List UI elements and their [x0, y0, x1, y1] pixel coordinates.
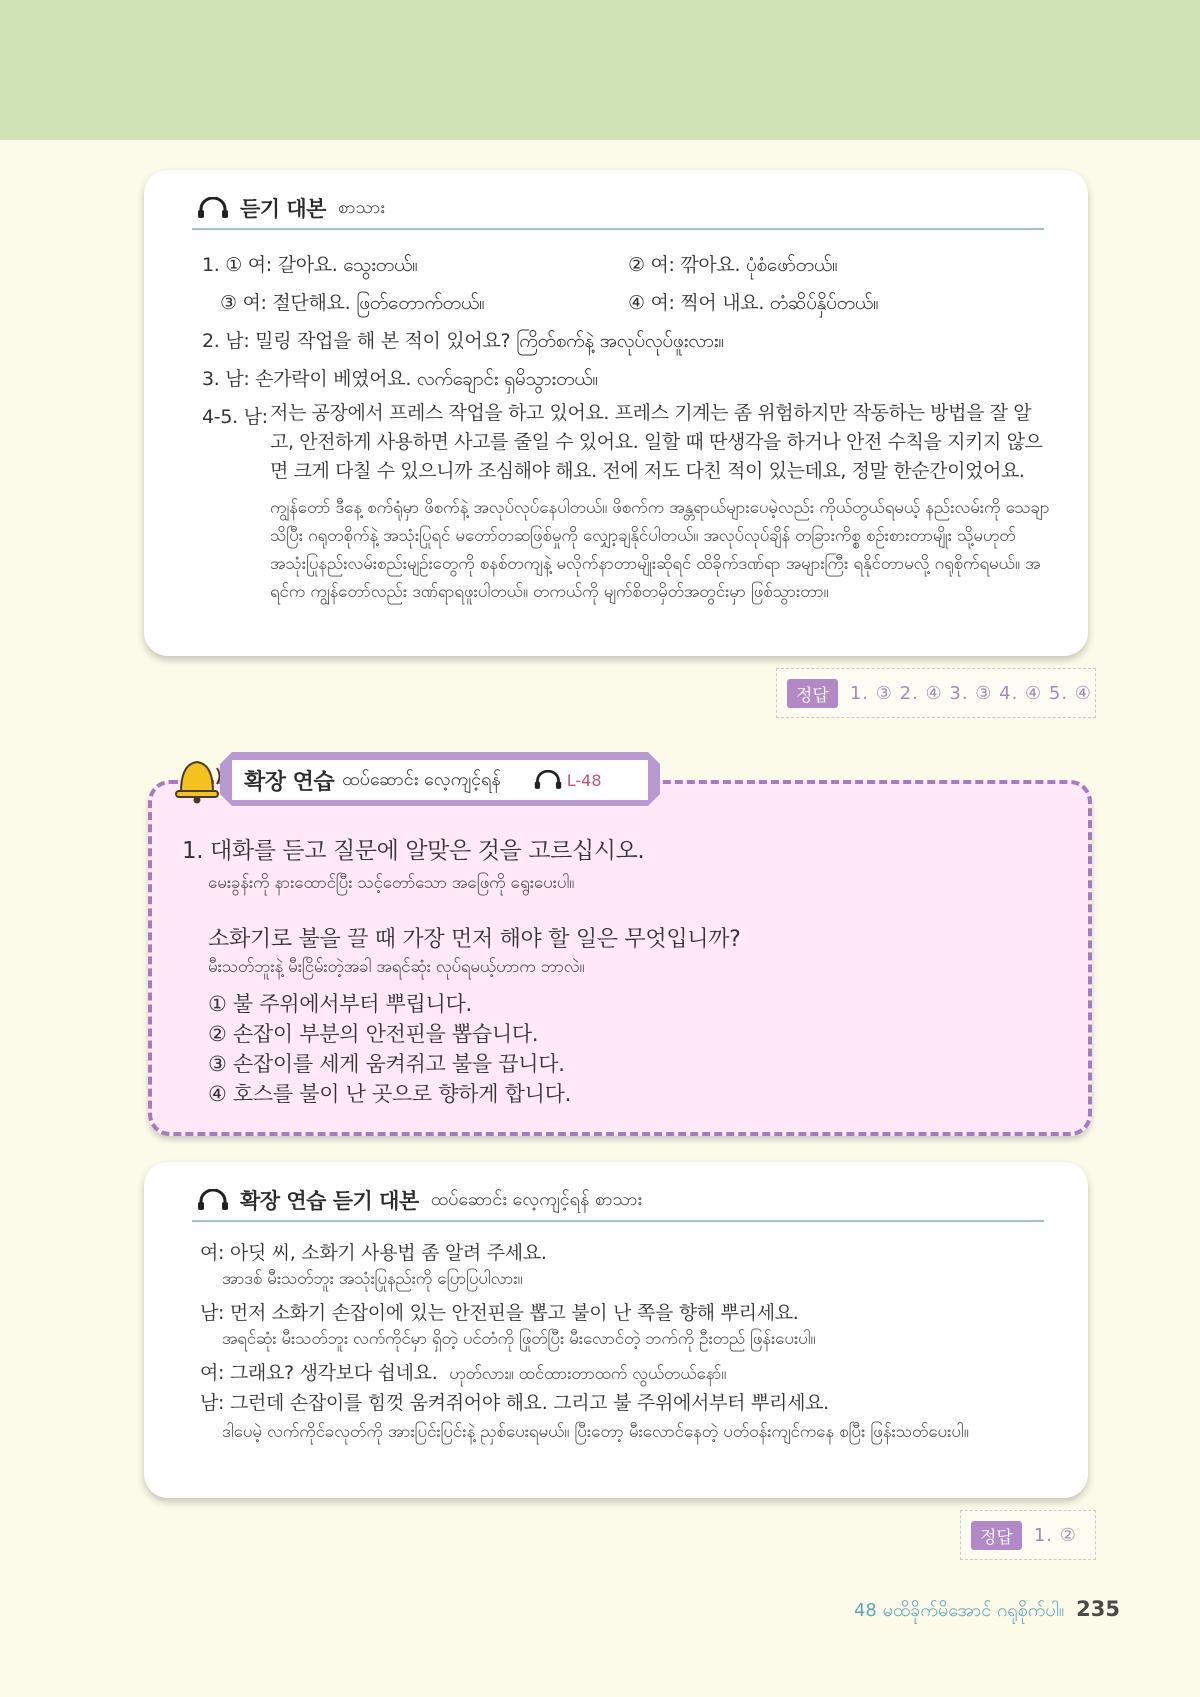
- audio-track-label[interactable]: L-48: [566, 770, 602, 790]
- q1-option-3: ③ 여: 절단해요. ဖြတ်တောက်တယ်။: [220, 292, 485, 314]
- dialogue-line-1-myanmar: အာဒစ် မီးသတ်ဘူး အသုံးပြုနည်းကို ပြောပြပါလား။: [222, 1269, 523, 1289]
- practice-box: [148, 780, 1092, 1136]
- answer-tag: 정답: [787, 679, 838, 708]
- script-title: 확장 연습 듣기 대본: [240, 1189, 419, 1213]
- q45-myanmar-text: ကျွန်တော် ဒီနေ့ စက်ရုံမှာ ဖိစက်နဲ့ အလုပ်လုပ်နေပါတယ်။ ဖိစက်က အန္တရာယ်များပေမဲ့လည်း ကိုယ်တွယ်ရမယ့် နည်းလမ်းကို သေချာ သိပြီး ဂရုတစိုက်နဲ့ အသုံးပြုရင် မတော်တဆဖြစ်မှုကို လျှော့ချနိုင်ပါတယ်။ အလုပ်လုပ်ချိန် တခြားကိစ္စ စဉ်းစားတာမျိုး သို့မဟုတ် အသုံးပြုနည်းလမ်းစည်းမျဉ်းတွေကို စနစ်တကျနဲ့ မလိုက်နာတာမျိုးဆိုရင် ထိခိုက်ဒဏ်ရာ အများကြီး ရနိုင်တာမလို့ ဂရုစိုက်ရမယ်။ အရင်က ကျွန်တော်လည်း ဒဏ်ရာရဖူးပါတယ်။ တကယ်ကို မျက်စိတမှိတ်အတွင်းမှာ ဖြစ်သွားတာ။: [270, 498, 1050, 602]
- listening-script-box: [144, 170, 1088, 656]
- script-title: 듣기 대본: [240, 197, 326, 221]
- script-box-header: [192, 1180, 1044, 1222]
- practice-option-2[interactable]: ② 손잡이 부분의 안전핀을 뽑습니다.: [208, 1022, 539, 1046]
- q1-option-2: ② 여: 깎아요. ပုံစံဖော်တယ်။: [628, 254, 838, 276]
- top-color-band: [0, 0, 1200, 140]
- q45-korean-text: 저는 공장에서 프레스 작업을 하고 있어요. 프레스 기계는 좀 위험하지만 작동하는 방법을 잘 알고, 안전하게 사용하면 사고를 줄일 수 있어요. 일할 때 딴생각을 하거나 안전 수칙을 지키지 않으면 크게 다칠 수 있으니까 조심해야 해요. 전에 저도 다친 적이 있는데요, 정말 한순간이었어요.: [270, 402, 1043, 482]
- practice-title: 확장 연습: [244, 769, 335, 795]
- script-box-header: [192, 188, 1044, 230]
- practice-instruction: 1. 대화를 듣고 질문에 알맞은 것을 고르십시오.: [182, 838, 645, 864]
- script-title-myanmar: စာသား: [337, 196, 385, 218]
- practice-option-4[interactable]: ④ 호스를 불이 난 곳으로 향하게 합니다.: [208, 1082, 571, 1106]
- practice-question-myanmar: မီးသတ်ဘူးနဲ့ မီးငြိမ်းတဲ့အခါ အရင်ဆုံး လုပ်ရမယ့်ဟာက ဘာလဲ။: [208, 957, 585, 977]
- q3-line: 3. 남: 손가락이 베였어요. လက်ချောင်း ရှမိသွားတယ်။: [202, 368, 598, 390]
- q45-label: 4-5. 남:: [202, 406, 268, 428]
- dialogue-line-4-myanmar: ဒါပေမဲ့ လက်ကိုင်ခလုတ်ကို အားပြင်းပြင်းနဲ့ ညှစ်ပေးရမယ်။ ပြီးတော့ မီးလောင်နေတဲ့ ပတ်ဝန်းကျင်ကနေ စပြီး ဖြန်းသတ်ပေးပါ။: [222, 1422, 969, 1442]
- headphone-icon: [533, 770, 563, 790]
- practice-option-1[interactable]: ① 불 주위에서부터 뿌립니다.: [208, 992, 472, 1016]
- practice-title-myanmar: ထပ်ဆောင်း လေ့ကျင့်ရန်: [342, 768, 501, 790]
- bell-icon: [172, 754, 226, 804]
- answer-tag: 정답: [971, 1521, 1022, 1550]
- practice-script-box: [144, 1162, 1088, 1498]
- dialogue-line-4: 남: 그런데 손잡이를 힘껏 움켜쥐어야 해요. 그리고 불 주위에서부터 뿌리세요.: [200, 1392, 829, 1414]
- dialogue-line-1: 여: 아딧 씨, 소화기 사용법 좀 알려 주세요.: [200, 1242, 547, 1264]
- dialogue-line-2: 남: 먼저 소화기 손잡이에 있는 안전핀을 뽑고 불이 난 쪽을 향해 뿌리세요.: [200, 1302, 799, 1324]
- chapter-title: 48 မထိခိုက်မိအောင် ဂရုစိုက်ပါ။: [853, 1600, 1065, 1621]
- practice-instruction-myanmar: မေးခွန်းကို နားထောင်ပြီး သင့်တော်သော အဖြေကို ရွေးပေးပါ။: [208, 873, 575, 893]
- dialogue-line-3-myanmar: ဟုတ်လား။ ထင်ထားတာထက် လွယ်တယ်နော်။: [449, 1364, 727, 1384]
- practice-option-3[interactable]: ③ 손잡이를 세게 움켜쥐고 불을 끕니다.: [208, 1052, 565, 1076]
- answer-values: 1. ②: [1033, 1524, 1077, 1546]
- answer-box: [960, 1510, 1096, 1560]
- dialogue-line-2-myanmar: အရင်ဆုံး မီးသတ်ဘူး လက်ကိုင်မှာ ရှိတဲ့ ပင်တံကို ဖြုတ်ပြီး မီးလောင်တဲ့ ဘက်ကို ဦးတည် ဖြန်းပေးပါ။: [222, 1329, 816, 1349]
- page-footer: [854, 1597, 1120, 1625]
- dialogue-line-3-korean: 여: 그래요? 생각보다 쉽네요.: [200, 1362, 438, 1384]
- answer-box: [776, 668, 1096, 718]
- headphone-icon: [196, 197, 230, 219]
- page-number: 235: [1076, 1597, 1120, 1621]
- practice-question: 소화기로 불을 끌 때 가장 먼저 해야 할 일은 무엇입니까?: [208, 927, 741, 952]
- headphone-icon: [196, 1189, 230, 1211]
- dialogue-line-3: [200, 1358, 726, 1388]
- script-title-myanmar: ထပ်ဆောင်း လေ့ကျင့်ရန် စာသား: [430, 1188, 642, 1210]
- q1-option-1: 1. ① 여: 갈아요. သွေးတယ်။: [202, 254, 418, 276]
- q2-line: 2. 남: 밀링 작업을 해 본 적이 있어요? ကြိတ်စက်နဲ့ အလုပ်လုပ်ဖူးလား။: [202, 330, 724, 352]
- answer-values: 1. ③ 2. ④ 3. ③ 4. ④ 5. ④: [849, 682, 1092, 704]
- practice-header: [232, 760, 648, 800]
- q1-option-4: ④ 여: 찍어 내요. တံဆိပ်နှိပ်တယ်။: [628, 292, 879, 314]
